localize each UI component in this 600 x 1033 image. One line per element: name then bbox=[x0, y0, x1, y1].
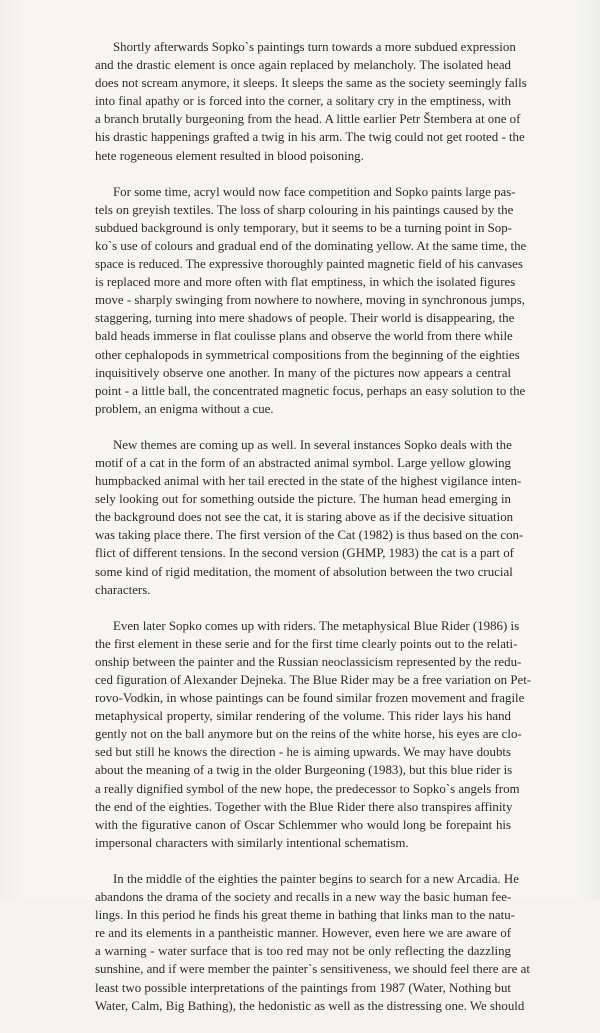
text-line: Even later Sopko comes up with riders. The metaphysical Blue Rider (1986) is bbox=[113, 618, 520, 633]
text-line: some kind of rigid meditation, the moment of absolution between the two crucial bbox=[95, 564, 513, 579]
paragraph bbox=[95, 38, 527, 165]
text-line: into final apathy or is forced into the corner, a solitary cry in the emptiness, with bbox=[95, 94, 511, 109]
text-line: a branch brutally burgeoning from the head. A little earlier Petr Štembera at one of bbox=[95, 112, 521, 127]
text-line: motif of a cat in the form of an abstracted animal symbol. Large yellow glowing bbox=[95, 455, 511, 470]
text-line: For some time, acryl would now face competition and Sopko paints large pas- bbox=[113, 184, 516, 199]
text-line: his drastic happenings grafted a twig in his arm. The twig could not get rooted - the bbox=[95, 130, 525, 145]
text-line: was taking place there. The first version of the Cat (1982) is thus based on the con- bbox=[95, 528, 524, 543]
text-line: sed but still he knows the direction - he is aiming upwards. We may have doubts bbox=[95, 745, 511, 760]
text-line: abandons the drama of the society and recalls in a new way the basic human fee- bbox=[95, 890, 512, 905]
text-line: a warning - water surface that is too red may not be only reflecting the dazzling bbox=[95, 944, 511, 959]
text-line: Shortly afterwards Sopko`s paintings turn towards a more subdued expression bbox=[113, 40, 516, 54]
text-line: problem, an enigma without a cue. bbox=[95, 401, 274, 416]
text-line: space is reduced. The expressive thoroughly painted magnetic field of his canvases bbox=[95, 257, 523, 272]
article-body bbox=[95, 38, 532, 1033]
text-line: onship between the painter and the Russian neoclassicism represented by the redu- bbox=[95, 654, 522, 669]
text-line: lings. In this period he finds his great theme in bathing that links man to the natu- bbox=[95, 908, 515, 923]
text-line: flict of different tensions. In the second version (GHMP, 1983) the cat is a part of bbox=[95, 546, 514, 561]
text-line: New themes are coming up as well. In several instances Sopko deals with the bbox=[113, 437, 512, 452]
text-line: with the figurative canon of Oscar Schlemmer who would long be forepaint his bbox=[95, 817, 511, 832]
text-line: least two possible interpretations of the paintings from 1987 (Water, Nothing but bbox=[95, 980, 511, 995]
paragraph bbox=[95, 870, 530, 1015]
text-line: ced figuration of Alexander Dejneka. The Blue Rider may be a free variation on Pet- bbox=[95, 673, 532, 687]
text-line: the first element in these serie and for the first time clearly points out to the relati- bbox=[95, 636, 518, 651]
text-line: bald heads immerse in flat coulisse plans and observe the world from there while bbox=[95, 329, 513, 344]
text-line: re and its elements in a pantheistic manner. However, even here we are aware of bbox=[95, 926, 511, 941]
text-line: rovo-Vodkin, in whose paintings can be found similar frozen movement and fragile bbox=[95, 691, 525, 706]
text-line: the end of the eighties. Together with the Blue Rider there also transpires affinity bbox=[95, 799, 513, 814]
paragraph bbox=[95, 436, 524, 599]
paragraph bbox=[95, 183, 527, 418]
text-line: other cephalopods in symmetrical compositions from the beginning of the eighties bbox=[95, 347, 520, 362]
text-line: metaphysical property, similar rendering of the volume. This rider lays his hand bbox=[95, 709, 511, 724]
text-line: Water, Calm, Big Bathing), the hedonistic as well as the distressing one. We should bbox=[95, 998, 525, 1013]
text-line: In the middle of the eighties the painter begins to search for a new Arcadia. He bbox=[113, 871, 519, 886]
text-line: a really dignified symbol of the new hope, the predecessor to Sopko`s angels from bbox=[95, 781, 520, 796]
text-line: hete rogeneous element resulted in blood poisoning. bbox=[95, 148, 364, 163]
text-line: tels on greyish textiles. The loss of sharp colouring in his paintings caused by the bbox=[95, 202, 514, 217]
text-line: does not scream anymore, it sleeps. It sleeps the same as the society seemingly falls bbox=[95, 76, 527, 91]
paragraph bbox=[95, 617, 532, 852]
text-line: move - sharply swinging from nowhere to nowhere, moving in synchronous jumps, bbox=[95, 293, 525, 308]
text-line: subdued background is only temporary, but it seems to be a turning point in Sop- bbox=[95, 220, 512, 235]
text-line: is replaced more and more often with flat emptiness, in which the isolated figures bbox=[95, 275, 516, 290]
text-line: sely looking out for something outside the picture. The human head emerging in bbox=[95, 492, 511, 507]
text-line: sunshine, and if were member the painter`s sensitiveness, we should feel there are at bbox=[95, 962, 530, 977]
text-line: about the meaning of a twig in the older Burgeoning (1983), but this blue rider is bbox=[95, 763, 513, 778]
text-line: and the drastic element is once again replaced by melancholy. The isolated head bbox=[95, 58, 511, 73]
text-line: impersonal characters with similarly intentional schematism. bbox=[95, 835, 409, 850]
text-line: gently not on the ball anymore but on the reins of the white horse, his eyes are clo- bbox=[95, 727, 522, 742]
text-line: characters. bbox=[95, 582, 151, 597]
text-line: inquisitively observe one another. In many of the pictures now appears a central bbox=[95, 365, 511, 380]
text-line: the background does not see the cat, it is staring above as if the decisive situation bbox=[95, 510, 514, 525]
text-line: humpbacked animal with her tail erected in the state of the highest vigilance inten- bbox=[95, 474, 522, 489]
text-line: staggering, turning into mere shadows of people. Their world is disappearing, the bbox=[95, 311, 515, 326]
text-line: point - a little ball, the concentrated magnetic focus, perhaps an easy solution to the bbox=[95, 383, 526, 398]
text-line: ko`s use of colours and gradual end of the dominating yellow. At the same time, the bbox=[95, 238, 527, 253]
